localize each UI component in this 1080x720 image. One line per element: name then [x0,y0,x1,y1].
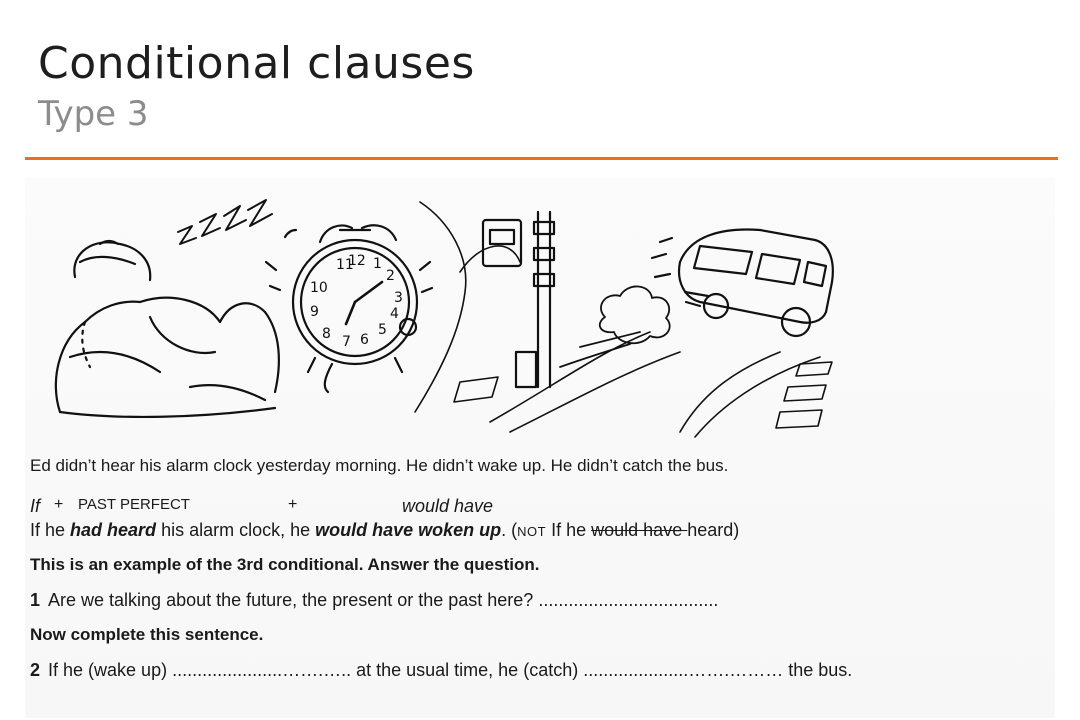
clock-number-6: 6 [360,332,369,348]
clock-number-9: 9 [310,304,319,320]
example-part: his alarm clock, he [156,520,316,540]
question-1 [30,590,718,611]
story-sentence: Ed didn’t hear his alarm clock yesterday morning. He didn’t wake up. He didn’t catch the bus. [30,456,729,475]
example-not-label: NOT [517,524,547,539]
clock-number-7: 7 [342,334,351,350]
example-part: If he [546,520,592,540]
page-title: Conditional clauses [38,38,475,89]
clock-number-11: 11 [336,257,354,273]
bus-stop-sign-icon [483,212,554,387]
example-struck-text: would have [591,520,688,540]
clock-number-10: 10 [310,280,328,296]
page-subtitle: Type 3 [38,94,149,134]
example-bold-would-have-woken-up: would have woken up [315,520,502,540]
header-divider [25,157,1058,160]
formula-plus-second: + [288,496,298,513]
clock-number-8: 8 [322,326,331,342]
clock-number-1: 1 [373,256,382,272]
question-2 [30,660,852,681]
road-icon [454,332,832,437]
clock-number-3: 3 [394,290,403,306]
formula-past-perfect: PAST PERFECT [78,496,190,513]
example-part: . ( [501,520,518,540]
question-number: 1 [30,590,41,610]
question-text: If he (wake up) ......................…….….. at the usual time, he (catch) .....................…….……… the bus. [48,660,853,680]
question-text: Are we talking about the future, the present or the past here? .................................... [48,590,719,610]
formula-plus: + [54,496,64,513]
question-number: 2 [30,660,41,680]
example-sentence [30,520,739,541]
example-part: heard) [687,520,740,540]
clock-number-2: 2 [386,268,395,284]
clock-number-12: 12 [348,253,366,269]
instruction-answer: This is an example of the 3rd conditional. Answer the question. [30,555,540,574]
formula-if: If [30,496,41,516]
bus-icon [652,229,833,336]
example-bold-had-heard: had heard [70,520,157,540]
dust-cloud-icon [560,286,670,367]
sleeping-man-icon [56,241,279,417]
clock-number-5: 5 [378,322,387,338]
example-part: If he [30,520,71,540]
formula-would-have: would have [402,496,494,516]
cartoon-illustration [40,182,870,442]
clock-number-4: 4 [390,306,399,322]
instruction-complete: Now complete this sentence. [30,625,264,644]
alarm-clock-icon [266,225,432,392]
